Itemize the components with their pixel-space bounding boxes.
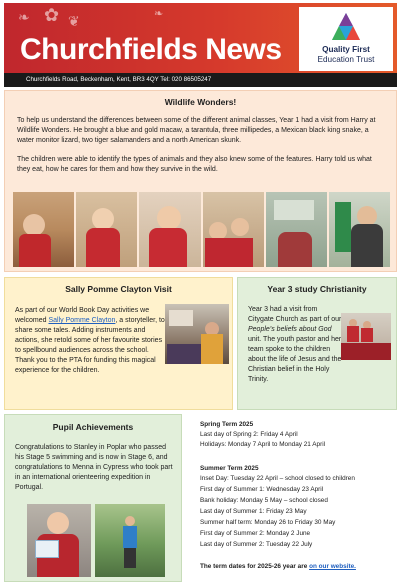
wildlife-section [4,90,397,272]
summer-term-line: Bank holiday: Monday 5 May – school closed [200,497,328,504]
logo-text-line1: Quality First [322,45,370,54]
photo-storytelling-session [165,304,229,364]
address-bar: Churchfields Road, Beckenham, Kent, BR3 4QY Tel: 020 86505247 [4,73,397,87]
photo-orienteering [95,504,165,577]
sally-text-after: , a storyteller, to share some tales. Adding instruments and actions, she retold some of her favourite stories to spellbound audiences across the school. Thank you to the PTA for funding this magical experience for the children. [15,317,165,374]
photo-children-group [203,192,264,267]
wildlife-photo-strip [13,192,390,267]
leaf-icon: ❧ [154,8,164,20]
term-dates-footer [200,562,356,571]
section-heading: Year 3 study Christianity [267,284,367,294]
summer-term-line: Summer half term: Monday 26 to Friday 30 May [200,519,336,526]
wildlife-paragraph-1: To help us understand the differences between some of the different animal classes, Year 1 had a visit from Harry at Wildlife Wonders. He brought a blue and gold macaw, a tarantula, three millipedes, a Mexican black king snake, a water monitor lizard, two tiger salamanders and a north American skunk. [17,117,376,144]
trust-logo [299,7,393,71]
year3-christianity-section [237,277,397,410]
section-heading: Wildlife Wonders! [164,97,237,107]
section-heading: Pupil Achievements [52,422,134,432]
photo-visitor-with-animal [329,192,390,267]
leaf-icon: ❧ [18,9,30,25]
year3-italic-unit: People’s beliefs about God [248,326,332,333]
spring-term-line: Holidays: Monday 7 April to Monday 21 April [200,441,326,448]
summer-term-line: Inset Day: Tuesday 22 April – school closed to children [200,475,355,482]
sally-text-before: As part of our World Book Day activities we welcomed [15,307,150,324]
pupil-paragraph: Congratulations to Stanley in Poplar who passed his Stage 5 swimming and is now in Stage 6, and congratulations to Menna in Cypress who took part in an international orienteering expedition in Portugal. [15,444,173,491]
photo-animal-demonstration [266,192,327,267]
sally-link[interactable]: Sally Pomme Clayton [48,317,116,324]
photo-child-with-snake [139,192,200,267]
summer-term-line: First day of Summer 1: Wednesday 23 April [200,486,324,493]
newsletter-title: Churchfields News [20,33,282,66]
triangle-logo-icon [331,12,361,42]
year3-text-before: Year 3 had a visit from Citygate Church as part of our [248,306,342,323]
photo-children-with-animal [13,192,74,267]
spring-term-heading: Spring Term 2025 [200,421,254,428]
term-dates-section [186,414,397,582]
summer-term-line: Last day of Summer 2: Tuesday 22 July [200,541,313,548]
section-heading: Sally Pomme Clayton Visit [65,284,172,294]
website-link[interactable]: on our website. [309,563,356,570]
photo-church-visit [341,313,391,360]
term-dates-footer-text: The term dates for 2025-26 year are [200,563,310,570]
spring-term-line: Last day of Spring 2: Friday 4 April [200,431,298,438]
logo-text-line2: Education Trust [317,55,375,64]
sally-paragraph [15,306,165,376]
year3-text-after: unit. The youth pastor and her team spoke to the children about the life of Jesus and the Christian belief in the Holy Trinity. [248,336,342,383]
pupil-achievements-section [4,414,182,582]
photo-swimming-certificate [27,504,91,577]
summer-term-line: First day of Summer 2: Monday 2 June [200,530,311,537]
year3-paragraph [248,305,342,385]
photo-child-touching-animal [76,192,137,267]
leaf-icon: ❦ [68,13,80,29]
summer-term-line: Last day of Summer 1: Friday 23 May [200,508,307,515]
wildlife-paragraph-2: The children were able to identify the types of animals and they also knew some of the features. Harry told us what they eat, how he cares for them and how they survive in the wild. [17,156,372,173]
header-banner [4,3,397,73]
leaf-icon: ✿ [44,5,60,25]
sally-visit-section [4,277,233,410]
summer-term-heading: Summer Term 2025 [200,465,259,472]
